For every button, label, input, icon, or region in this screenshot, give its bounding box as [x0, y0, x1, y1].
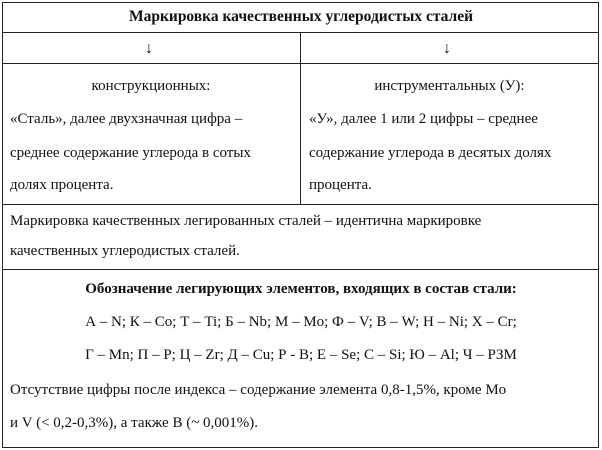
structural-line: «Сталь», далее двухзначная цифра –: [10, 111, 243, 127]
tool-line: содержание углерода в десятых долях: [309, 145, 552, 161]
tool-heading: инструментальных (У):: [374, 78, 525, 94]
tool-line: «У», далее 1 или 2 цифры – среднее: [309, 111, 538, 127]
border-top: [2, 2, 599, 3]
elements-footer-line: Отсутствие цифры после индекса – содержание элемента 0,8-1,5%, кроме Mo: [10, 382, 507, 398]
border-right: [598, 2, 599, 448]
arrow-down-icon: ↓: [145, 40, 153, 57]
column-divider: [300, 32, 301, 205]
table-title: Маркировка качественных углеродистых сталей: [128, 8, 474, 25]
border-left: [2, 2, 3, 448]
border-bottom: [2, 447, 599, 448]
elements-footer-line: и V (< 0,2-0,3%), а также B (~ 0,001%).: [10, 415, 259, 431]
alloy-note-line: качественных углеродистых сталей.: [10, 243, 240, 259]
arrow-down-icon: ↓: [443, 40, 451, 57]
divider-alloy: [2, 269, 599, 270]
elements-heading: Обозначение легирующих элементов, входящих в состав стали:: [85, 281, 517, 297]
structural-line: долях процента.: [10, 177, 114, 193]
alloy-note-line: Маркировка качественных легированных сталей – идентична маркировке: [10, 213, 482, 229]
structural-line: среднее содержание углерода в сотых: [10, 145, 251, 161]
elements-line-1: А – N; К – Co; Т – Ti; Б – Nb; М – Mo; Ф – V; В – W; Н – Ni; Х – Cr;: [85, 314, 517, 330]
elements-line-2: Г – Mn; П – P; Ц – Zr; Д – Cu; Р - B; Е – Se; С – Si; Ю – Al; Ч – РЗМ: [85, 347, 517, 363]
structural-heading: конструкционных:: [91, 78, 211, 94]
tool-line: процента.: [309, 177, 372, 193]
